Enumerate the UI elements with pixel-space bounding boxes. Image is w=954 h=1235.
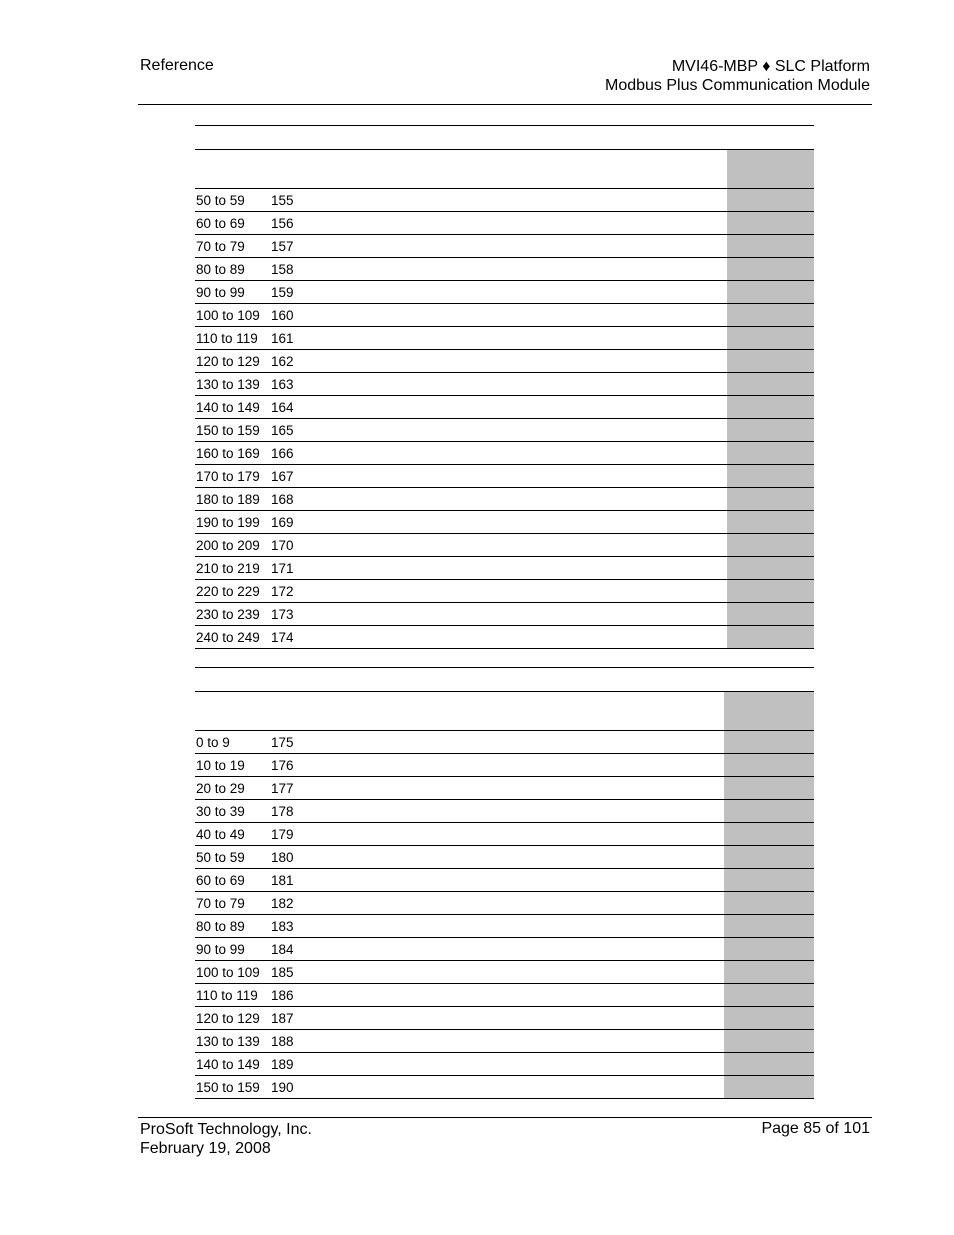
table-row	[195, 800, 814, 823]
shaded-cell	[727, 465, 814, 487]
shaded-cell	[724, 1030, 814, 1052]
table-row	[195, 846, 814, 869]
shaded-cell	[727, 235, 814, 257]
table-row	[195, 961, 814, 984]
offset-range-cell: 90 to 99	[196, 942, 245, 957]
register-cell: 175	[271, 735, 294, 750]
register-table-1	[195, 125, 814, 649]
table-title-row	[195, 126, 814, 150]
register-cell: 186	[271, 988, 294, 1003]
offset-range-cell: 50 to 59	[196, 193, 245, 208]
register-cell: 189	[271, 1057, 294, 1072]
table-title-row	[195, 668, 814, 692]
register-cell: 187	[271, 1011, 294, 1026]
register-cell: 156	[271, 216, 294, 231]
register-cell: 183	[271, 919, 294, 934]
shaded-cell	[727, 626, 814, 648]
register-cell: 185	[271, 965, 294, 980]
shaded-cell	[727, 189, 814, 211]
offset-range-cell: 130 to 139	[196, 377, 260, 392]
table-row	[195, 580, 814, 603]
shaded-cell	[724, 1053, 814, 1075]
shaded-cell	[727, 603, 814, 625]
table-row	[195, 465, 814, 488]
table-body	[195, 731, 814, 1099]
table-row	[195, 189, 814, 212]
table-row	[195, 442, 814, 465]
shaded-column-header	[724, 692, 814, 730]
offset-range-cell: 150 to 159	[196, 423, 260, 438]
table-row	[195, 984, 814, 1007]
shaded-cell	[727, 511, 814, 533]
shaded-cell	[727, 212, 814, 234]
offset-range-cell: 60 to 69	[196, 216, 245, 231]
offset-range-cell: 130 to 139	[196, 1034, 260, 1049]
table-row	[195, 626, 814, 649]
shaded-cell	[727, 580, 814, 602]
offset-range-cell: 120 to 129	[196, 1011, 260, 1026]
offset-range-cell: 40 to 49	[196, 827, 245, 842]
shaded-cell	[724, 777, 814, 799]
table-row	[195, 373, 814, 396]
offset-range-cell: 120 to 129	[196, 354, 260, 369]
offset-range-cell: 200 to 209	[196, 538, 260, 553]
register-cell: 159	[271, 285, 294, 300]
register-cell: 164	[271, 400, 294, 415]
offset-range-cell: 180 to 189	[196, 492, 260, 507]
register-cell: 162	[271, 354, 294, 369]
shaded-cell	[727, 419, 814, 441]
table-row	[195, 557, 814, 580]
offset-range-cell: 30 to 39	[196, 804, 245, 819]
table-row	[195, 892, 814, 915]
table-row	[195, 823, 814, 846]
register-cell: 184	[271, 942, 294, 957]
register-cell: 188	[271, 1034, 294, 1049]
table-row	[195, 511, 814, 534]
offset-range-cell: 50 to 59	[196, 850, 245, 865]
register-cell: 160	[271, 308, 294, 323]
table-row	[195, 327, 814, 350]
table-row	[195, 212, 814, 235]
register-cell: 167	[271, 469, 294, 484]
shaded-cell	[724, 869, 814, 891]
header-product	[605, 57, 870, 95]
offset-range-cell: 80 to 89	[196, 919, 245, 934]
table-row	[195, 419, 814, 442]
footer-date: February 19, 2008	[140, 1140, 271, 1157]
register-cell: 179	[271, 827, 294, 842]
table-row	[195, 235, 814, 258]
table-row	[195, 350, 814, 373]
table-row	[195, 1007, 814, 1030]
table-row	[195, 777, 814, 800]
shaded-cell	[727, 327, 814, 349]
shaded-cell	[727, 304, 814, 326]
offset-range-cell: 140 to 149	[196, 1057, 260, 1072]
register-cell: 161	[271, 331, 294, 346]
offset-range-cell: 100 to 109	[196, 965, 260, 980]
offset-range-cell: 110 to 119	[196, 988, 258, 1003]
table-row	[195, 869, 814, 892]
register-cell: 181	[271, 873, 294, 888]
footer-page: Page 85 of 101	[761, 1120, 870, 1137]
shaded-cell	[724, 984, 814, 1006]
register-cell: 176	[271, 758, 294, 773]
offset-range-cell: 190 to 199	[196, 515, 260, 530]
shaded-cell	[724, 800, 814, 822]
shaded-cell	[727, 557, 814, 579]
register-cell: 165	[271, 423, 294, 438]
shaded-cell	[724, 938, 814, 960]
shaded-column-header	[727, 150, 814, 188]
table-row	[195, 1030, 814, 1053]
table-row	[195, 534, 814, 557]
table-header-row	[195, 150, 814, 189]
table-row	[195, 1053, 814, 1076]
register-cell: 166	[271, 446, 294, 461]
offset-range-cell: 160 to 169	[196, 446, 260, 461]
table-row	[195, 731, 814, 754]
footer-left	[140, 1120, 312, 1158]
shaded-cell	[724, 754, 814, 776]
register-cell: 171	[271, 561, 294, 576]
shaded-cell	[727, 350, 814, 372]
shaded-cell	[724, 1076, 814, 1098]
offset-range-cell: 100 to 109	[196, 308, 260, 323]
shaded-cell	[724, 1007, 814, 1029]
table-row	[195, 258, 814, 281]
header-product-line2: Modbus Plus Communication Module	[604, 77, 870, 94]
register-table-2	[195, 667, 814, 1099]
table-body	[195, 189, 814, 649]
footer-company: ProSoft Technology, Inc.	[140, 1121, 312, 1138]
offset-range-cell: 60 to 69	[196, 873, 245, 888]
offset-range-cell: 140 to 149	[196, 400, 260, 415]
header-section: Reference	[140, 57, 214, 74]
register-cell: 180	[271, 850, 294, 865]
offset-range-cell: 80 to 89	[196, 262, 245, 277]
shaded-cell	[724, 823, 814, 845]
register-cell: 157	[271, 239, 294, 254]
register-cell: 173	[271, 607, 294, 622]
shaded-cell	[727, 396, 814, 418]
offset-range-cell: 150 to 159	[196, 1080, 260, 1095]
shaded-cell	[727, 373, 814, 395]
offset-range-cell: 10 to 19	[196, 758, 245, 773]
table-row	[195, 488, 814, 511]
shaded-cell	[727, 281, 814, 303]
shaded-cell	[727, 488, 814, 510]
register-cell: 163	[271, 377, 294, 392]
table-row	[195, 396, 814, 419]
table-row	[195, 938, 814, 961]
offset-range-cell: 70 to 79	[196, 239, 245, 254]
offset-range-cell: 210 to 219	[196, 561, 260, 576]
offset-range-cell: 230 to 239	[196, 607, 260, 622]
shaded-cell	[724, 731, 814, 753]
shaded-cell	[727, 258, 814, 280]
shaded-cell	[724, 915, 814, 937]
offset-range-cell: 70 to 79	[196, 896, 245, 911]
table-row	[195, 281, 814, 304]
table-row	[195, 304, 814, 327]
shaded-cell	[727, 442, 814, 464]
register-cell: 174	[271, 630, 294, 645]
offset-range-cell: 170 to 179	[196, 469, 260, 484]
register-cell: 155	[271, 193, 294, 208]
register-cell: 177	[271, 781, 294, 796]
register-cell: 158	[271, 262, 294, 277]
header-product-line1: MVI46-MBP ♦ SLC Platform	[671, 58, 870, 75]
shaded-cell	[724, 846, 814, 868]
offset-range-cell: 110 to 119	[196, 331, 258, 346]
table-row	[195, 915, 814, 938]
offset-range-cell: 220 to 229	[196, 584, 260, 599]
offset-range-cell: 240 to 249	[196, 630, 260, 645]
header-rule	[138, 104, 872, 105]
register-cell: 170	[271, 538, 294, 553]
offset-range-cell: 90 to 99	[196, 285, 245, 300]
offset-range-cell: 20 to 29	[196, 781, 245, 796]
shaded-cell	[724, 961, 814, 983]
footer-rule	[138, 1117, 872, 1118]
register-cell: 172	[271, 584, 294, 599]
register-cell: 182	[271, 896, 294, 911]
register-cell: 168	[271, 492, 294, 507]
table-row	[195, 603, 814, 626]
register-cell: 190	[271, 1080, 294, 1095]
shaded-cell	[727, 534, 814, 556]
register-cell: 169	[271, 515, 294, 530]
table-header-row	[195, 692, 814, 731]
register-cell: 178	[271, 804, 294, 819]
shaded-cell	[724, 892, 814, 914]
table-row	[195, 754, 814, 777]
table-row	[195, 1076, 814, 1099]
offset-range-cell: 0 to 9	[196, 735, 230, 750]
